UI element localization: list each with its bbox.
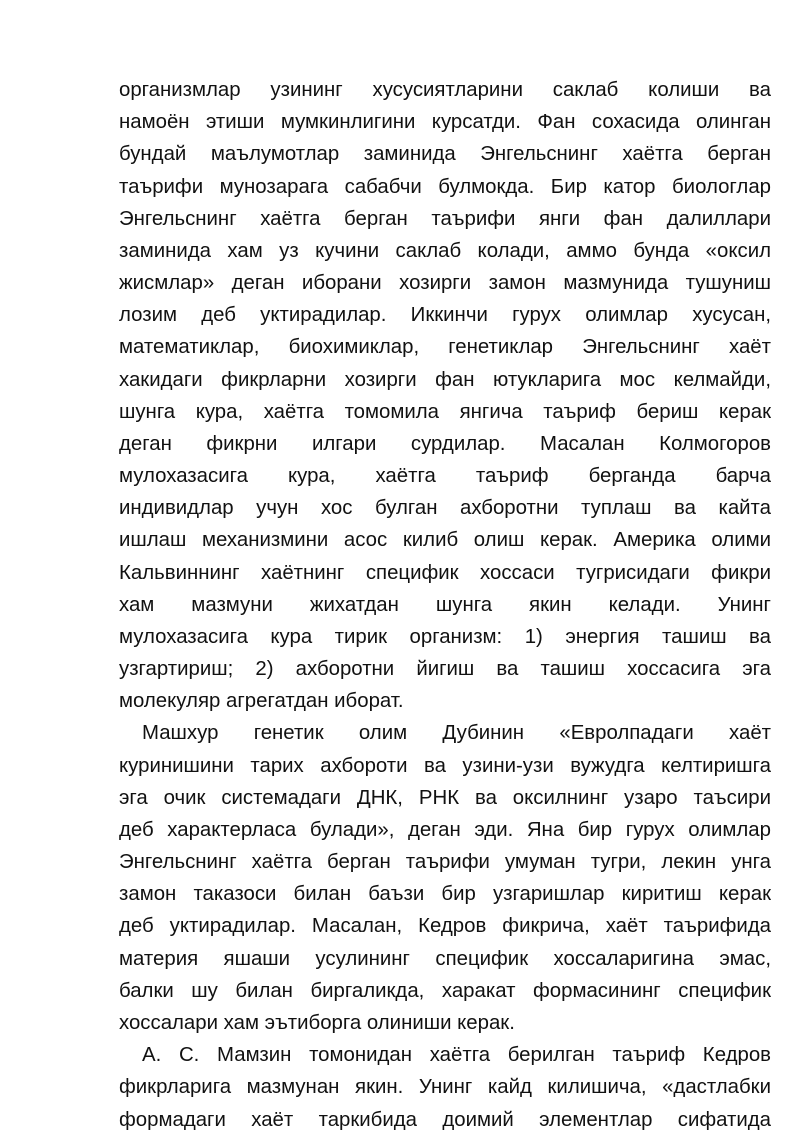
body-text — [119, 74, 771, 1136]
text-line: куринишини тарих ахбороти ва узини-узи вужудга келтиришга — [119, 754, 771, 777]
text-line: хакидаги фикрларни хозирги фан ютукларига мос келмайди, — [119, 368, 771, 391]
text-line: индивидлар учун хос булган ахборотни туплаш ва кайта — [119, 497, 771, 520]
text-line: деб уктирадилар. Масалан, Кедров фикрича, хаёт таърифида — [119, 915, 771, 938]
text-line: деган фикрни илгари сурдилар. Масалан Колмогоров — [119, 432, 771, 455]
paragraph-start-line: А. С. Мамзин томонидан хаётга берилган таъриф Кедров — [142, 1044, 771, 1067]
text-line: балки шу билан биргаликда, харакат формасининг специфик — [119, 979, 771, 1002]
text-line: фикрларига мазмунан якин. Унинг кайд килишича, «дастлабки — [119, 1076, 771, 1099]
text-line: математиклар, биохимиклар, генетиклар Энгельснинг хаёт — [119, 336, 771, 359]
text-line: Энгельснинг хаётга берган таърифи умуман тугри, лекин унга — [119, 851, 771, 874]
text-line: организмлар узининг хусусиятларини саклаб колиши ва — [119, 79, 771, 101]
text-line: хам мазмуни жихатдан шунга якин келади. Унинг — [119, 593, 771, 616]
text-line: лозим деб уктирадилар. Иккинчи гурух олимлар хусусан, — [119, 304, 771, 327]
text-line: Энгельснинг хаётга берган таърифи янги фан далиллари — [119, 207, 771, 230]
text-line: эга очик системадаги ДНК, РНК ва оксилнинг узаро таъсири — [119, 786, 771, 809]
paragraph-end-line: хоссалари хам эътиборга олиниши керак. — [119, 1011, 515, 1034]
text-line: замон таказоси билан баъзи бир узгаришлар киритиш керак — [119, 883, 771, 906]
text-line: узгартириш; 2) ахборотни йигиш ва ташиш хоссасига эга — [119, 658, 771, 681]
text-line: шунга кура, хаётга томомила янгича таъриф бериш керак — [119, 400, 771, 423]
text-line: ишлаш механизмини асос килиб олиш керак. Америка олими — [119, 529, 771, 552]
text-line: деб характерласа булади», деган эди. Яна бир гурух олимлар — [119, 818, 771, 841]
text-line: Кальвиннинг хаётнинг специфик хоссаси тугрисидаги фикри — [119, 561, 771, 584]
text-line: жисмлар» деган иборани хозирги замон мазмунида тушуниш — [119, 272, 771, 295]
paragraph-end-line: молекуляр агрегатдан иборат. — [119, 690, 404, 713]
text-line: формадаги хаёт таркибида доимий элементлар сифатида — [119, 1108, 771, 1131]
text-line: намоён этиши мумкинлигини курсатди. Фан сохасида олинган — [119, 111, 771, 134]
text-line: мулохазасига кура, хаётга таъриф берганда барча — [119, 465, 771, 488]
paragraph-start-line: Машхур генетик олим Дубинин «Евролпадаги хаёт — [142, 722, 771, 745]
text-line: таърифи мунозарага сабабчи булмокда. Бир катор биологлар — [119, 175, 771, 198]
text-line: материя яшаши усулининг специфик хоссаларигина эмас, — [119, 947, 771, 970]
text-line: заминида хам уз кучини саклаб колади, аммо бунда «оксил — [119, 239, 771, 262]
text-line: бундай маълумотлар заминида Энгельснинг хаётга берган — [119, 143, 771, 166]
text-line: мулохазасига кура тирик организм: 1) энергия ташиш ва — [119, 625, 771, 648]
